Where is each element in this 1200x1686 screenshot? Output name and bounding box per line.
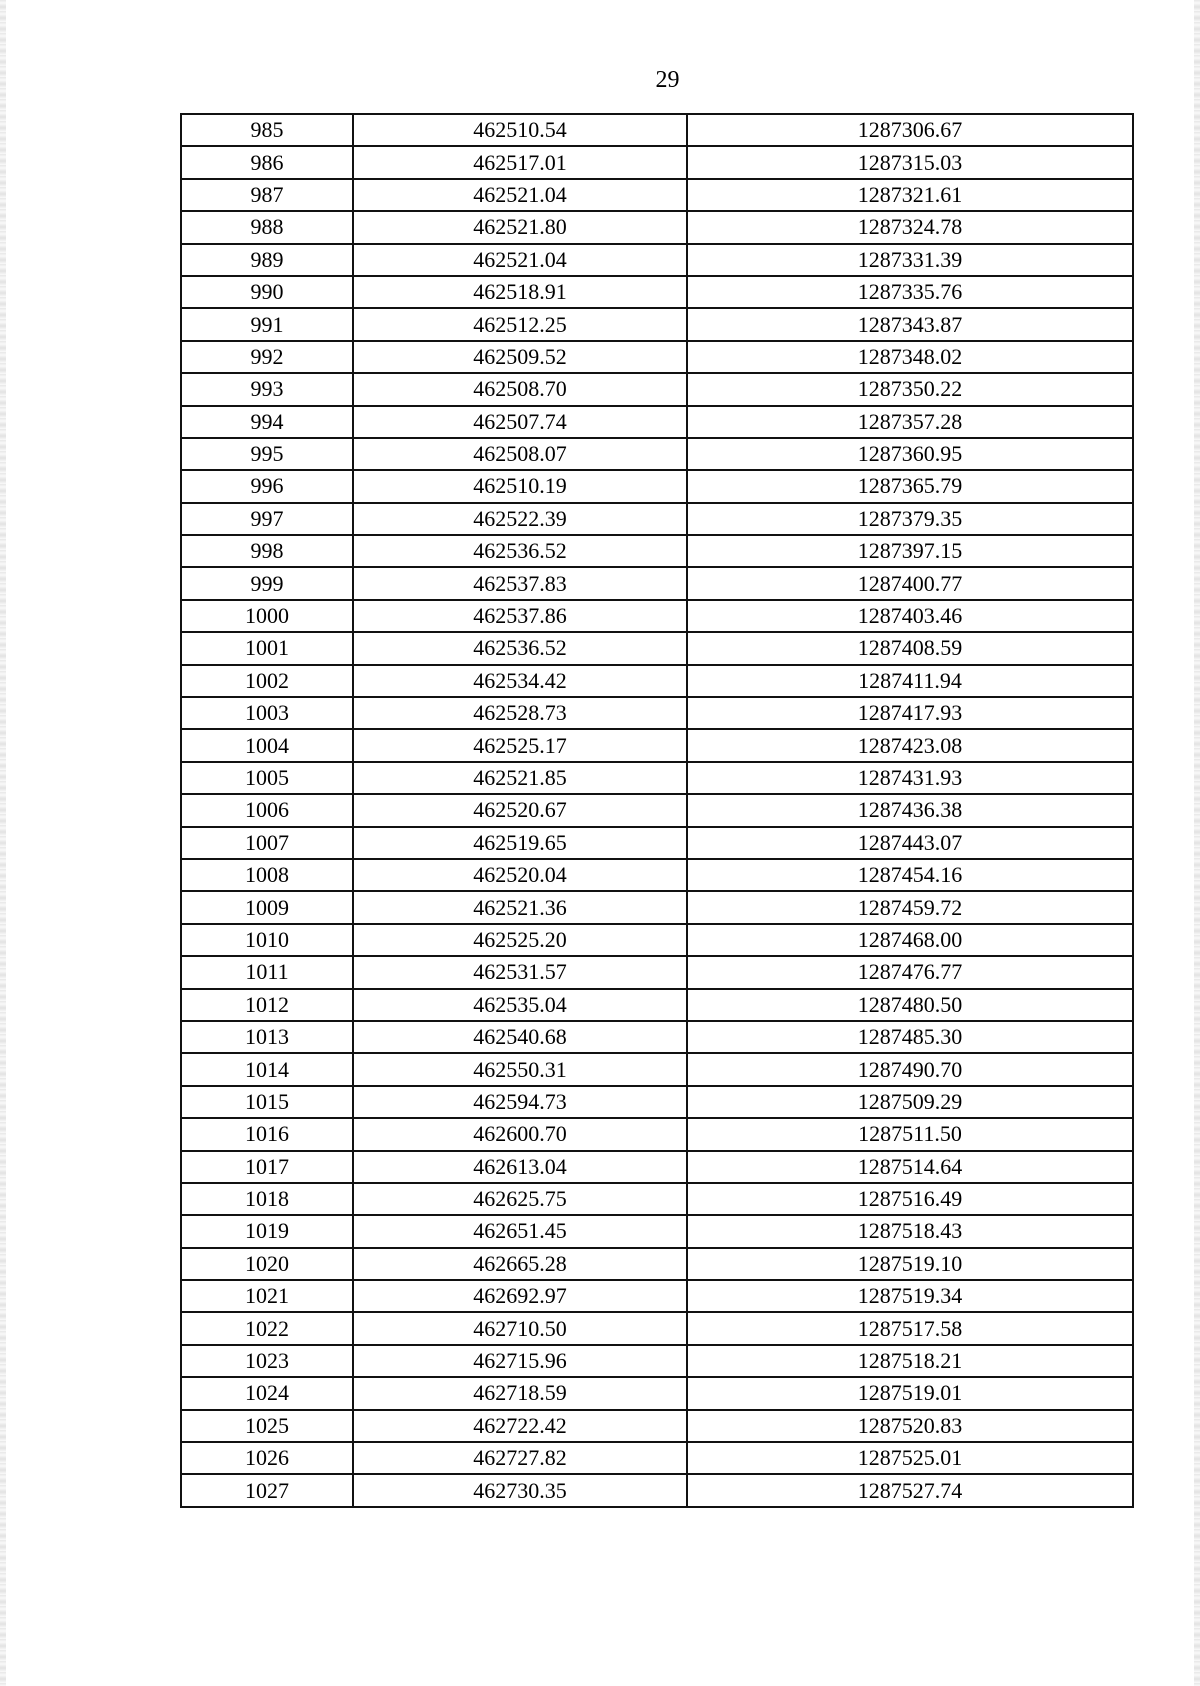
y-coordinate-cell: 1287485.30 bbox=[687, 1021, 1133, 1053]
point-number-cell: 992 bbox=[181, 341, 353, 373]
x-coordinate-cell: 462665.28 bbox=[353, 1248, 687, 1280]
table-row bbox=[181, 1442, 1133, 1474]
point-number-cell: 1019 bbox=[181, 1215, 353, 1247]
scan-edge-left bbox=[0, 0, 6, 1686]
y-coordinate-cell: 1287519.01 bbox=[687, 1377, 1133, 1409]
point-number-cell: 989 bbox=[181, 244, 353, 276]
x-coordinate-cell: 462534.42 bbox=[353, 665, 687, 697]
point-number-cell: 991 bbox=[181, 308, 353, 340]
y-coordinate-cell: 1287408.59 bbox=[687, 632, 1133, 664]
y-coordinate-cell: 1287343.87 bbox=[687, 308, 1133, 340]
point-number-cell: 1000 bbox=[181, 600, 353, 632]
x-coordinate-cell: 462520.04 bbox=[353, 859, 687, 891]
y-coordinate-cell: 1287490.70 bbox=[687, 1053, 1133, 1085]
x-coordinate-cell: 462521.85 bbox=[353, 762, 687, 794]
point-number-cell: 994 bbox=[181, 406, 353, 438]
table-row bbox=[181, 665, 1133, 697]
y-coordinate-cell: 1287525.01 bbox=[687, 1442, 1133, 1474]
x-coordinate-cell: 462550.31 bbox=[353, 1053, 687, 1085]
y-coordinate-cell: 1287459.72 bbox=[687, 891, 1133, 923]
x-coordinate-cell: 462727.82 bbox=[353, 1442, 687, 1474]
point-number-cell: 996 bbox=[181, 470, 353, 502]
y-coordinate-cell: 1287357.28 bbox=[687, 406, 1133, 438]
x-coordinate-cell: 462718.59 bbox=[353, 1377, 687, 1409]
x-coordinate-cell: 462710.50 bbox=[353, 1312, 687, 1344]
x-coordinate-cell: 462521.80 bbox=[353, 211, 687, 243]
x-coordinate-cell: 462537.83 bbox=[353, 567, 687, 599]
table-row bbox=[181, 956, 1133, 988]
point-number-cell: 988 bbox=[181, 211, 353, 243]
table-row bbox=[181, 1086, 1133, 1118]
point-number-cell: 1023 bbox=[181, 1345, 353, 1377]
table-row bbox=[181, 600, 1133, 632]
point-number-cell: 1014 bbox=[181, 1053, 353, 1085]
point-number-cell: 1005 bbox=[181, 762, 353, 794]
x-coordinate-cell: 462509.52 bbox=[353, 341, 687, 373]
point-number-cell: 1010 bbox=[181, 924, 353, 956]
x-coordinate-cell: 462521.36 bbox=[353, 891, 687, 923]
x-coordinate-cell: 462651.45 bbox=[353, 1215, 687, 1247]
table-row bbox=[181, 1474, 1133, 1506]
x-coordinate-cell: 462715.96 bbox=[353, 1345, 687, 1377]
table-row bbox=[181, 729, 1133, 761]
y-coordinate-cell: 1287365.79 bbox=[687, 470, 1133, 502]
x-coordinate-cell: 462600.70 bbox=[353, 1118, 687, 1150]
coordinate-table-body bbox=[181, 114, 1133, 1507]
table-row bbox=[181, 308, 1133, 340]
coordinate-table bbox=[180, 113, 1134, 1508]
x-coordinate-cell: 462518.91 bbox=[353, 276, 687, 308]
point-number-cell: 990 bbox=[181, 276, 353, 308]
x-coordinate-cell: 462508.07 bbox=[353, 438, 687, 470]
point-number-cell: 1001 bbox=[181, 632, 353, 664]
table-row bbox=[181, 438, 1133, 470]
y-coordinate-cell: 1287476.77 bbox=[687, 956, 1133, 988]
point-number-cell: 1024 bbox=[181, 1377, 353, 1409]
point-number-cell: 987 bbox=[181, 179, 353, 211]
point-number-cell: 1027 bbox=[181, 1474, 353, 1506]
point-number-cell: 1018 bbox=[181, 1183, 353, 1215]
y-coordinate-cell: 1287468.00 bbox=[687, 924, 1133, 956]
table-row bbox=[181, 859, 1133, 891]
x-coordinate-cell: 462535.04 bbox=[353, 989, 687, 1021]
y-coordinate-cell: 1287306.67 bbox=[687, 114, 1133, 146]
table-row bbox=[181, 146, 1133, 178]
y-coordinate-cell: 1287379.35 bbox=[687, 503, 1133, 535]
y-coordinate-cell: 1287423.08 bbox=[687, 729, 1133, 761]
x-coordinate-cell: 462528.73 bbox=[353, 697, 687, 729]
x-coordinate-cell: 462730.35 bbox=[353, 1474, 687, 1506]
y-coordinate-cell: 1287331.39 bbox=[687, 244, 1133, 276]
scan-edge-right bbox=[1194, 0, 1200, 1686]
y-coordinate-cell: 1287348.02 bbox=[687, 341, 1133, 373]
y-coordinate-cell: 1287417.93 bbox=[687, 697, 1133, 729]
page-number: 29 bbox=[655, 67, 680, 93]
table-row bbox=[181, 1280, 1133, 1312]
point-number-cell: 1002 bbox=[181, 665, 353, 697]
point-number-cell: 1011 bbox=[181, 956, 353, 988]
x-coordinate-cell: 462512.25 bbox=[353, 308, 687, 340]
y-coordinate-cell: 1287454.16 bbox=[687, 859, 1133, 891]
point-number-cell: 1016 bbox=[181, 1118, 353, 1150]
table-row bbox=[181, 989, 1133, 1021]
point-number-cell: 1008 bbox=[181, 859, 353, 891]
table-row bbox=[181, 1312, 1133, 1344]
y-coordinate-cell: 1287519.10 bbox=[687, 1248, 1133, 1280]
table-row bbox=[181, 827, 1133, 859]
table-row bbox=[181, 114, 1133, 146]
table-row bbox=[181, 1248, 1133, 1280]
point-number-cell: 1012 bbox=[181, 989, 353, 1021]
x-coordinate-cell: 462625.75 bbox=[353, 1183, 687, 1215]
table-row bbox=[181, 1053, 1133, 1085]
y-coordinate-cell: 1287360.95 bbox=[687, 438, 1133, 470]
table-row bbox=[181, 276, 1133, 308]
y-coordinate-cell: 1287514.64 bbox=[687, 1151, 1133, 1183]
y-coordinate-cell: 1287443.07 bbox=[687, 827, 1133, 859]
table-row bbox=[181, 1345, 1133, 1377]
point-number-cell: 1017 bbox=[181, 1151, 353, 1183]
table-row bbox=[181, 179, 1133, 211]
point-number-cell: 985 bbox=[181, 114, 353, 146]
y-coordinate-cell: 1287518.21 bbox=[687, 1345, 1133, 1377]
y-coordinate-cell: 1287397.15 bbox=[687, 535, 1133, 567]
table-row bbox=[181, 244, 1133, 276]
x-coordinate-cell: 462519.65 bbox=[353, 827, 687, 859]
point-number-cell: 1009 bbox=[181, 891, 353, 923]
point-number-cell: 1013 bbox=[181, 1021, 353, 1053]
point-number-cell: 1015 bbox=[181, 1086, 353, 1118]
table-row bbox=[181, 535, 1133, 567]
x-coordinate-cell: 462531.57 bbox=[353, 956, 687, 988]
x-coordinate-cell: 462613.04 bbox=[353, 1151, 687, 1183]
y-coordinate-cell: 1287518.43 bbox=[687, 1215, 1133, 1247]
x-coordinate-cell: 462510.54 bbox=[353, 114, 687, 146]
y-coordinate-cell: 1287436.38 bbox=[687, 794, 1133, 826]
table-row bbox=[181, 891, 1133, 923]
x-coordinate-cell: 462537.86 bbox=[353, 600, 687, 632]
y-coordinate-cell: 1287431.93 bbox=[687, 762, 1133, 794]
table-row bbox=[181, 1183, 1133, 1215]
x-coordinate-cell: 462520.67 bbox=[353, 794, 687, 826]
point-number-cell: 999 bbox=[181, 567, 353, 599]
table-row bbox=[181, 406, 1133, 438]
table-row bbox=[181, 697, 1133, 729]
x-coordinate-cell: 462525.17 bbox=[353, 729, 687, 761]
y-coordinate-cell: 1287509.29 bbox=[687, 1086, 1133, 1118]
x-coordinate-cell: 462536.52 bbox=[353, 632, 687, 664]
x-coordinate-cell: 462507.74 bbox=[353, 406, 687, 438]
table-row bbox=[181, 373, 1133, 405]
x-coordinate-cell: 462521.04 bbox=[353, 244, 687, 276]
x-coordinate-cell: 462522.39 bbox=[353, 503, 687, 535]
point-number-cell: 1025 bbox=[181, 1410, 353, 1442]
table-row bbox=[181, 503, 1133, 535]
y-coordinate-cell: 1287527.74 bbox=[687, 1474, 1133, 1506]
x-coordinate-cell: 462521.04 bbox=[353, 179, 687, 211]
point-number-cell: 998 bbox=[181, 535, 353, 567]
table-row bbox=[181, 924, 1133, 956]
table-row bbox=[181, 470, 1133, 502]
table-row bbox=[181, 794, 1133, 826]
x-coordinate-cell: 462722.42 bbox=[353, 1410, 687, 1442]
table-row bbox=[181, 211, 1133, 243]
point-number-cell: 1003 bbox=[181, 697, 353, 729]
point-number-cell: 1022 bbox=[181, 1312, 353, 1344]
y-coordinate-cell: 1287480.50 bbox=[687, 989, 1133, 1021]
point-number-cell: 1026 bbox=[181, 1442, 353, 1474]
table-row bbox=[181, 1151, 1133, 1183]
point-number-cell: 1006 bbox=[181, 794, 353, 826]
point-number-cell: 993 bbox=[181, 373, 353, 405]
y-coordinate-cell: 1287411.94 bbox=[687, 665, 1133, 697]
point-number-cell: 995 bbox=[181, 438, 353, 470]
table-row bbox=[181, 1410, 1133, 1442]
table-row bbox=[181, 632, 1133, 664]
x-coordinate-cell: 462508.70 bbox=[353, 373, 687, 405]
table-row bbox=[181, 341, 1133, 373]
x-coordinate-cell: 462594.73 bbox=[353, 1086, 687, 1118]
x-coordinate-cell: 462525.20 bbox=[353, 924, 687, 956]
table-row bbox=[181, 567, 1133, 599]
y-coordinate-cell: 1287350.22 bbox=[687, 373, 1133, 405]
table-row bbox=[181, 1118, 1133, 1150]
y-coordinate-cell: 1287335.76 bbox=[687, 276, 1133, 308]
table-row bbox=[181, 1215, 1133, 1247]
x-coordinate-cell: 462517.01 bbox=[353, 146, 687, 178]
table-row bbox=[181, 762, 1133, 794]
table-row bbox=[181, 1021, 1133, 1053]
x-coordinate-cell: 462692.97 bbox=[353, 1280, 687, 1312]
y-coordinate-cell: 1287519.34 bbox=[687, 1280, 1133, 1312]
y-coordinate-cell: 1287400.77 bbox=[687, 567, 1133, 599]
point-number-cell: 997 bbox=[181, 503, 353, 535]
y-coordinate-cell: 1287516.49 bbox=[687, 1183, 1133, 1215]
y-coordinate-cell: 1287321.61 bbox=[687, 179, 1133, 211]
x-coordinate-cell: 462540.68 bbox=[353, 1021, 687, 1053]
point-number-cell: 1021 bbox=[181, 1280, 353, 1312]
y-coordinate-cell: 1287517.58 bbox=[687, 1312, 1133, 1344]
point-number-cell: 1020 bbox=[181, 1248, 353, 1280]
x-coordinate-cell: 462536.52 bbox=[353, 535, 687, 567]
y-coordinate-cell: 1287511.50 bbox=[687, 1118, 1133, 1150]
y-coordinate-cell: 1287324.78 bbox=[687, 211, 1133, 243]
y-coordinate-cell: 1287403.46 bbox=[687, 600, 1133, 632]
point-number-cell: 986 bbox=[181, 146, 353, 178]
table-row bbox=[181, 1377, 1133, 1409]
y-coordinate-cell: 1287315.03 bbox=[687, 146, 1133, 178]
point-number-cell: 1007 bbox=[181, 827, 353, 859]
point-number-cell: 1004 bbox=[181, 729, 353, 761]
x-coordinate-cell: 462510.19 bbox=[353, 470, 687, 502]
y-coordinate-cell: 1287520.83 bbox=[687, 1410, 1133, 1442]
